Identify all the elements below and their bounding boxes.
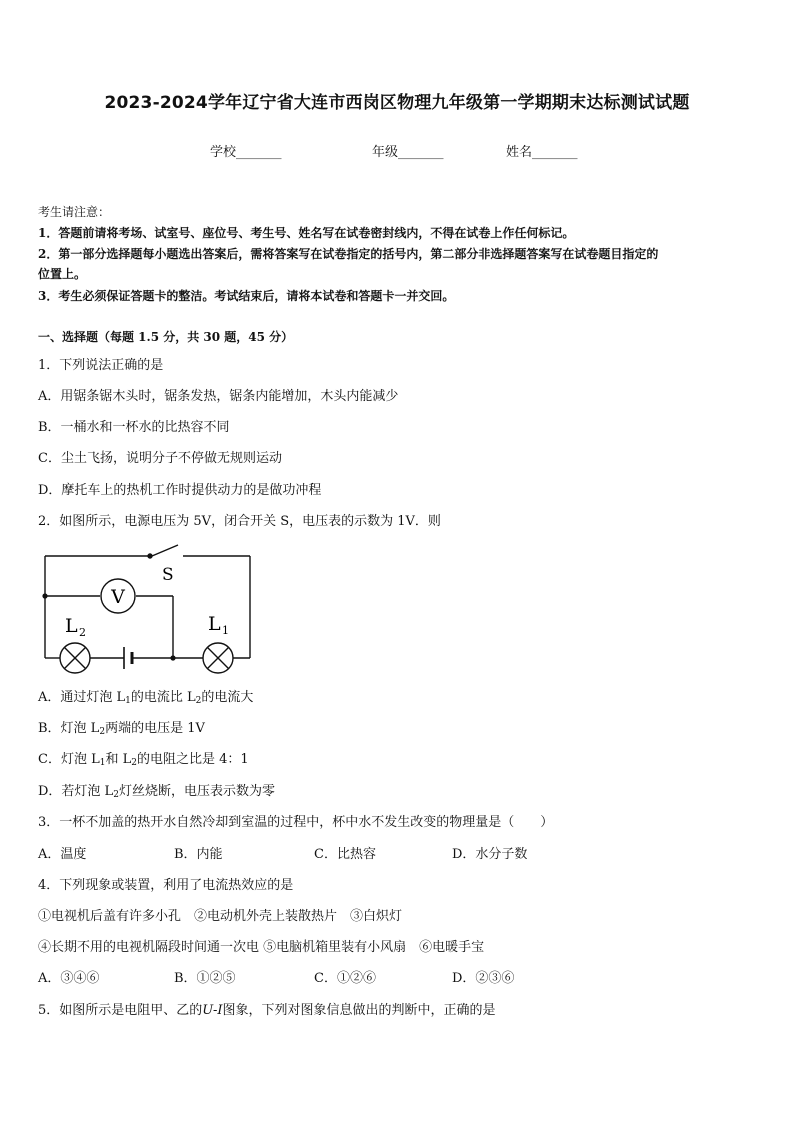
question-1-option-c: C．尘土飞扬，说明分子不停做无规则运动 <box>38 451 282 466</box>
circuit-diagram <box>38 542 258 677</box>
switch-label: S <box>162 565 174 585</box>
notice-item: 1．答题前请将考场、试室号、座位号、考生号、姓名写在试卷密封线内，不得在试卷上作任何标记。 <box>38 226 575 240</box>
question-3-option-a: A．温度 <box>38 847 87 862</box>
notice-item: 2．第一部分选择题每小题选出答案后，需将答案写在试卷指定的括号内，第二部分非选择题答案写在试卷题目指定的 <box>38 247 659 261</box>
page-title: 2023-2024学年辽宁省大连市西岗区物理九年级第一学期期末达标测试试题 <box>104 93 690 113</box>
question-2-stem: 2．如图所示，电源电压为 5V，闭合开关 S，电压表的示数为 1V．则 <box>38 514 441 529</box>
school-field[interactable]: 学校_______ <box>210 145 282 160</box>
notice-item: 位置上。 <box>38 267 87 281</box>
question-1-option-a: A．用锯条锯木头时，锯条发热，锯条内能增加，木头内能减少 <box>38 389 399 404</box>
question-4-option-c: C．①②⑥ <box>314 971 376 986</box>
notice-item: 3．考生必须保证答题卡的整洁。考试结束后，请将本试卷和答题卡一并交回。 <box>38 289 455 303</box>
name-field[interactable]: 姓名_______ <box>506 145 578 160</box>
section-heading: 一、选择题（每题 1.5 分，共 30 题，45 分） <box>38 330 294 344</box>
question-3-option-d: D．水分子数 <box>452 847 528 862</box>
question-2-option-b: B．灯泡 $L_2$两端的电压是 1V <box>38 721 205 737</box>
question-4-option-b: B．①②⑤ <box>174 971 236 986</box>
question-1-option-d: D．摩托车上的热机工作时提供动力的是做功冲程 <box>38 483 322 498</box>
question-1-stem: 1．下列说法正确的是 <box>38 358 164 373</box>
switch-blade <box>152 545 178 556</box>
voltmeter-label: V <box>111 586 125 608</box>
question-3-stem: 3．一杯不加盖的热开水自然冷却到室温的过程中，杯中水不发生改变的物理量是（ ） <box>38 815 554 830</box>
question-2-option-d: D．若灯泡 $L_2$灯丝烧断，电压表示数为零 <box>38 784 275 800</box>
question-3-option-b: B．内能 <box>174 847 223 862</box>
question-4-option-d: D．②③⑥ <box>452 971 515 986</box>
question-3-option-c: C．比热容 <box>314 847 376 862</box>
question-5-stem: 5．如图所示是电阻甲、乙的U-I图象，下列对图象信息做出的判断中，正确的是 <box>38 1003 496 1018</box>
lamp-l2-subscript: 2 <box>79 626 86 639</box>
question-4-items: ④长期不用的电视机隔段时间通一次电 ⑤电脑机箱里装有小风扇 ⑥电暖手宝 <box>38 940 485 955</box>
question-4-items: ①电视机后盖有许多小孔 ②电动机外壳上装散热片 ③白炽灯 <box>38 909 403 924</box>
question-4-stem: 4．下列现象或装置，利用了电流热效应的是 <box>38 878 294 893</box>
question-4-option-a: A．③④⑥ <box>38 971 100 986</box>
grade-field[interactable]: 年级_______ <box>372 145 444 160</box>
lamp-l2-label: L <box>65 615 78 637</box>
question-2-option-a: A．通过灯泡 $L_1$的电流比 $L_2$的电流大 <box>38 690 254 706</box>
question-1-option-b: B．一桶水和一杯水的比热容不同 <box>38 420 230 435</box>
notice-heading: 考生请注意： <box>38 205 111 219</box>
question-2-option-c: C．灯泡 $L_1$和 $L_2$的电阻之比是 4：1 <box>38 752 249 768</box>
lamp-l1-subscript: 1 <box>222 624 229 637</box>
lamp-l1-label: L <box>208 613 221 635</box>
